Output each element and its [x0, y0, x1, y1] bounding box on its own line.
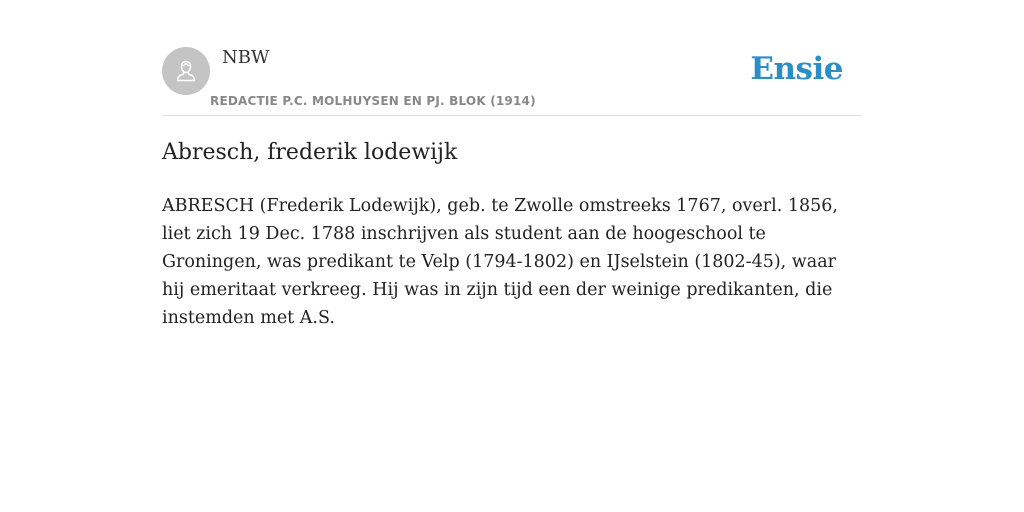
source-name[interactable]: NBW	[222, 47, 270, 68]
ensie-logo[interactable]: Ensie	[750, 51, 843, 87]
source-subtitle: REDACTIE P.C. MOLHUYSEN EN PJ. BLOK (1914)	[210, 94, 536, 108]
page	[162, 0, 862, 512]
source-header	[162, 0, 862, 116]
user-silhouette-icon	[172, 57, 200, 85]
article-title: Abresch, frederik lodewijk	[162, 140, 458, 165]
source-avatar[interactable]	[162, 47, 210, 95]
article-body: ABRESCH (Frederik Lodewijk), geb. te Zwolle omstreeks 1767, overl. 1856, liet zich 19 Dec. 1788 inschrijven als student aan de hoogeschool te Groningen, was predikant te Velp (1794-1802) en IJselstein (1802-45), waar hij emeritaat verkreeg. Hij was in zijn tijd een der weinige predikanten, die instemden met A.S.	[162, 196, 838, 328]
